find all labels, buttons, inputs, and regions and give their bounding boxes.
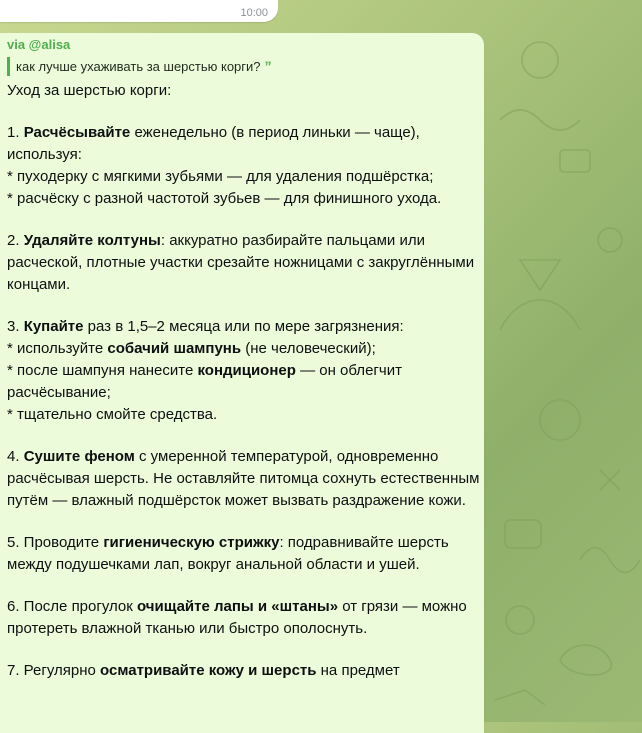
list-text: * после шампуня нанесите [7,362,198,379]
list-text: (не человеческий); [241,340,376,357]
list-item: * расчёску с разной частотой зубьев — для финишного ухода. [7,190,442,207]
section-text: 5. Проводите [7,534,104,551]
message-title: Уход за шерстью корги: [7,82,172,99]
message-bubble[interactable] [0,33,484,733]
previous-message-bubble[interactable] [0,0,278,22]
section-5 [7,532,481,576]
bold-text: Расчёсывайте [23,124,131,141]
section-text: на предмет [316,662,400,679]
via-bot-label[interactable]: via @alisa [7,37,71,52]
list-text: * используйте [7,340,108,357]
section-6 [7,596,481,640]
section-text: 6. После прогулок [7,598,138,615]
bold-text: Удаляйте колтуны [23,232,161,249]
quote-mark-icon: ” [264,58,272,74]
section-4 [7,446,481,512]
list-item [7,360,481,404]
section-text: : подравнивайте шерсть между подушечками лап, вокруг анальной области и ушей. [7,534,449,573]
section-number: 1. [7,124,24,141]
bold-text: собачий шампунь [107,340,242,357]
message-time: 10:00 [240,7,268,19]
list-item: * пуходерку с мягкими зубьями — для удаления подшёрстка; [7,168,434,185]
bold-text: Купайте [23,318,84,335]
bold-text: кондиционер [197,362,296,379]
section-text: еженедельно (в период линьки — чаще), используя: [7,124,420,163]
bold-text: гигиеническую стрижку [103,534,280,551]
reply-quote[interactable] [7,57,272,76]
section-3 [7,316,481,338]
section-text: 7. Регулярно [7,662,101,679]
message-text [7,80,481,682]
section-7 [7,660,481,682]
section-text: с умеренной температурой, одновременно расчёсывая шерсть. Не оставляйте питомца сохнуть естественным путём — влажный подшёрсток может вызвать раздражение кожи. [7,448,480,509]
list-item [7,338,481,360]
bold-text: очищайте лапы и «штаны» [137,598,339,615]
section-number: 3. [7,318,24,335]
section-number: 2. [7,232,24,249]
section-text: : аккуратно разбирайте пальцами или расческой, плотные участки срезайте ножницами с закруглёнными концами. [7,232,475,293]
bold-text: осматривайте кожу и шерсть [100,662,317,679]
section-2 [7,230,481,296]
bold-text: Сушите феном [23,448,135,465]
list-item: * тщательно смойте средства. [7,406,218,423]
section-text: раз в 1,5–2 месяца или по мере загрязнения: [83,318,404,335]
list-text: — он облегчит расчёсывание; [7,362,402,401]
section-text: от грязи — можно протереть влажной тканью или быстро ополоснуть. [7,598,467,637]
reply-quote-text: как лучше ухаживать за шерстью корги? [16,59,261,74]
section-1 [7,122,481,166]
section-number: 4. [7,448,24,465]
